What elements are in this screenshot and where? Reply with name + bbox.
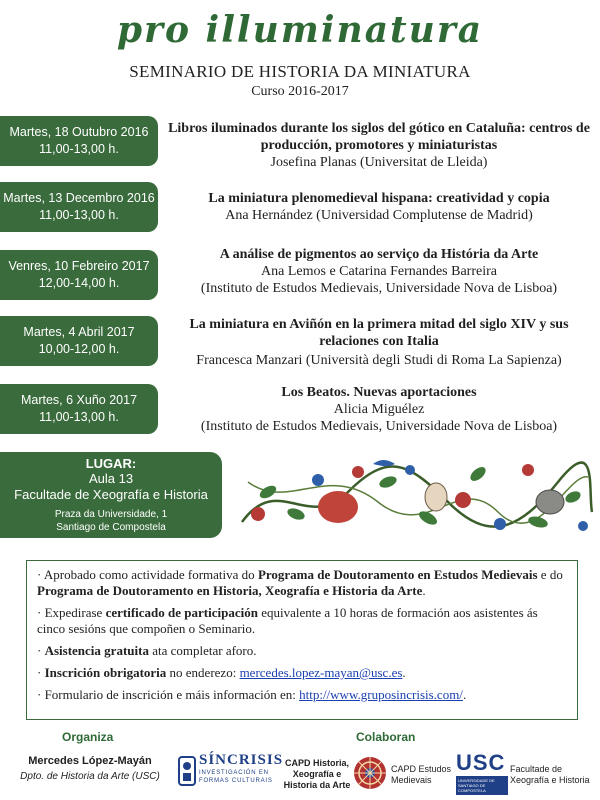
talk-speaker: Ana Lemos e Catarina Fernandes Barreira (261, 264, 497, 279)
session-time: 10,00-12,00 h. (38, 342, 120, 356)
session-time: 11,00-13,00 h. (39, 208, 119, 222)
brand-title: pro illuminatura (116, 9, 484, 51)
session-date-tab (0, 384, 158, 434)
usc-subtitle: UNIVERSIDADE DE SANTIAGO DE COMPOSTELA (456, 776, 508, 795)
course-year: Curso 2016-2017 (251, 84, 349, 99)
usc-logo (456, 752, 508, 794)
venue-street: Praza da Universidade, 1 (54, 509, 168, 520)
talk-title: Libros iluminados durante los siglos del gótico en Cataluña: centros de producción, promotores y miniaturistas (168, 121, 590, 153)
info-attendance: · Asistencia gratuita ata completar aforo. (37, 643, 257, 658)
usc-wordmark: USC (456, 750, 506, 775)
capd-medievais-label: CAPD Estudos Medievais (391, 764, 452, 785)
info-registration: · Inscrición obrigatoria no enderezo: mercedes.lopez-mayan@usc.es. (37, 665, 406, 680)
venue-faculty: Facultade de Xeografía e Historia (14, 487, 208, 502)
talk-speaker: Francesca Manzari (Università degli Studi di Roma La Sapienza) (196, 353, 562, 368)
organiza-label: Organiza (62, 730, 114, 744)
figure-red-beast (318, 491, 358, 523)
venue-city: Santiago de Compostela (56, 522, 166, 533)
talk-speaker: Ana Hernández (Universidad Complutense de Madrid) (225, 208, 533, 223)
session-time: 11,00-13,00 h. (39, 410, 119, 424)
session-date: Venres, 10 Febreiro 2017 (8, 259, 150, 273)
website-link[interactable]: http://www.gruposincrisis.com/ (299, 687, 463, 702)
illuminated-border-image (238, 452, 594, 538)
talk-title: La miniatura en Aviñón en la primera mitad del siglo XIV y sus relaciones con Italia (189, 317, 569, 349)
venue-room: Aula 13 (88, 471, 134, 486)
talk-speaker: Alicia Miguélez (333, 402, 425, 417)
info-certificate: · Expedirase certificado de participación equivalente a 10 horas de formación aos asistentes ás cinco sesións que compoñen o Seminario. (37, 605, 538, 636)
sincrisis-sub1: INVESTIGACIÓN EN (199, 770, 269, 776)
talk-affiliation: (Instituto de Estudos Medievais, Universidade Nova de Lisboa) (200, 281, 558, 296)
organizer-dept: Dpto. de Historia da Arte (USC) (20, 771, 160, 782)
talk-affiliation: (Instituto de Estudos Medievais, Universidade Nova de Lisboa) (200, 419, 558, 434)
seminar-title: SEMINARIO DE HISTORIA DA MINIATURA (129, 62, 471, 81)
rose-window-icon (353, 756, 387, 790)
organizer-name: Mercedes López-Mayán (28, 755, 152, 767)
session-talk (162, 190, 596, 224)
email-link[interactable]: mercedes.lopez-mayan@usc.es (239, 665, 403, 680)
colaboran-label: Colaboran (356, 730, 416, 744)
venue-box (0, 452, 222, 538)
session-date: Martes, 4 Abril 2017 (23, 325, 135, 339)
capd-historia-label: CAPD Historia, Xeografía e Historia da Arte (283, 758, 351, 790)
session-date-tab (0, 250, 158, 300)
session-talk (162, 120, 596, 171)
session-date: Martes, 6 Xuño 2017 (20, 393, 138, 407)
sincrisis-name: SÍNCRISIS (199, 752, 284, 768)
talk-title: Los Beatos. Nuevas aportaciones (281, 385, 477, 400)
session-talk (162, 246, 596, 297)
session-date: Martes, 13 Decembro 2016 (3, 191, 155, 205)
session-talk (162, 316, 596, 369)
session-talk (162, 384, 596, 435)
sincrisis-sub2: FORMAS CULTURAIS (199, 778, 273, 784)
venue-heading: LUGAR: (85, 456, 137, 471)
session-date: Martes, 18 Outubro 2016 (9, 125, 149, 139)
talk-title: La miniatura plenomedieval hispana: creatividad y copia (208, 191, 550, 206)
info-accreditation: · Aprobado como actividade formativa do Programa de Doutoramento en Estudos Medievais e do Programa de Doutoramento en Historia, Xeografía e Historia da Arte. (37, 567, 563, 598)
sincrisis-emblem-icon (178, 756, 196, 786)
info-form: · Formulario de inscrición e máis información en: http://www.gruposincrisis.com/. (37, 687, 467, 702)
talk-title: A análise de pigmentos ao serviço da História da Arte (219, 247, 539, 262)
talk-speaker: Josefina Planas (Universitat de Lleida) (270, 155, 488, 170)
sincrisis-logo (178, 752, 284, 792)
session-time: 12,00-14,00 h. (38, 276, 120, 290)
session-time: 11,00-13,00 h. (39, 142, 119, 156)
session-date-tab (0, 182, 158, 232)
session-date-tab (0, 116, 158, 166)
faculty-label: Facultade de Xeografía e Historia (510, 764, 590, 785)
info-box (26, 560, 578, 720)
session-date-tab (0, 316, 158, 366)
